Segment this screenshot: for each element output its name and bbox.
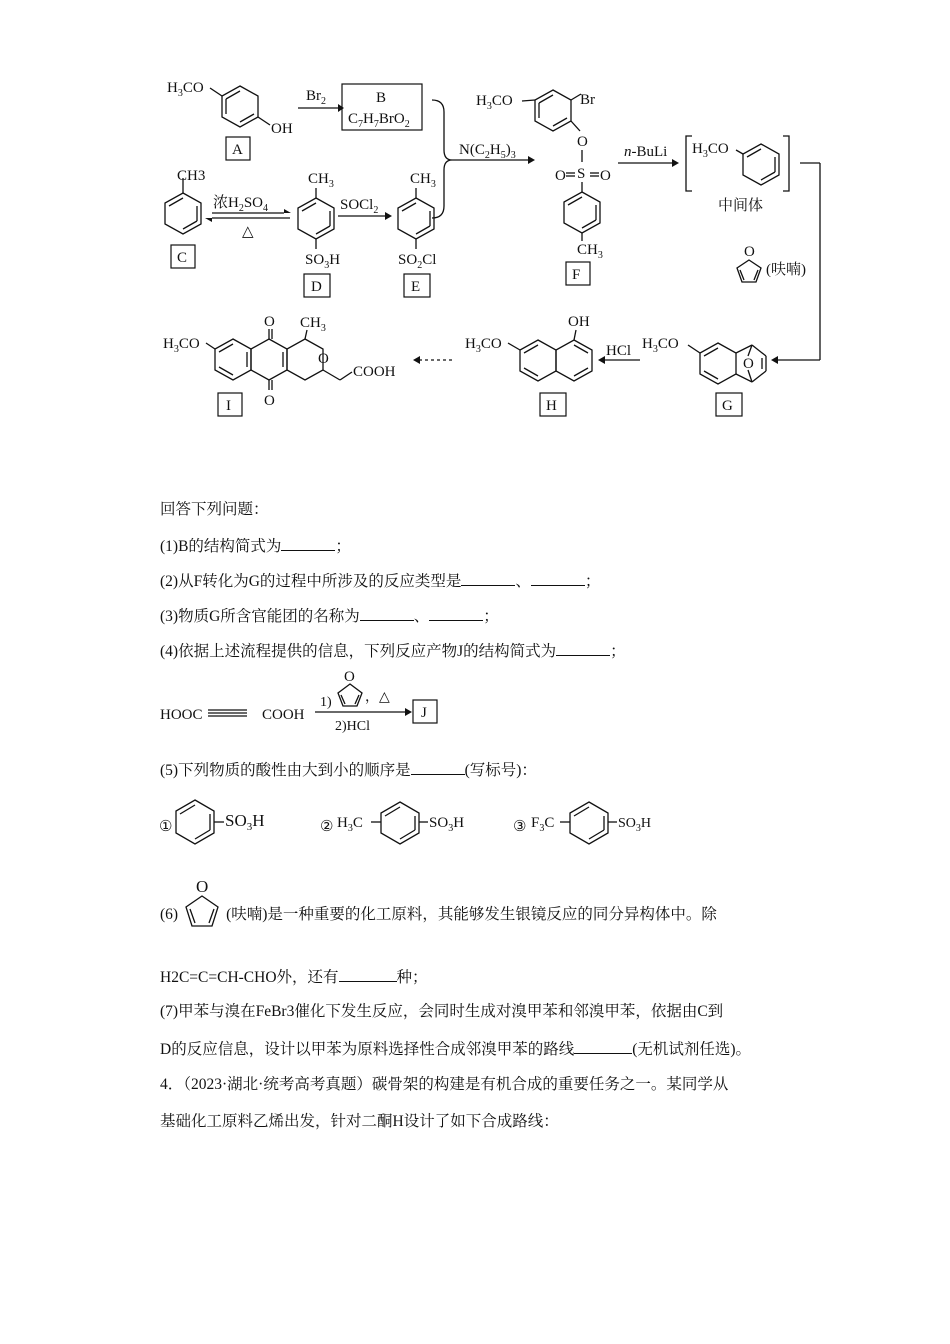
q5-option-3 [513,802,651,844]
F-methyl-label: $CH_3$ [577,242,603,261]
arrow-intermediate-to-G [737,163,820,364]
F-sulfonyl-oxygen-left: O [555,168,566,184]
question-6-line2-text: H2C=C=CH-CHO外，还有 [160,969,339,986]
question-1-text: (1)B的结构简式为 [160,538,282,555]
answer-blank-2a[interactable] [461,571,515,586]
I-benzene-ring [215,339,251,380]
F-tolyl-ring [564,192,600,233]
F-methoxy-label: $H_3CO$ [476,93,513,112]
answer-blank-3a[interactable] [360,606,414,621]
heat-symbol: △ [242,224,254,240]
question-1 [160,536,351,557]
answer-blank-4[interactable] [556,641,610,656]
furan-reagent-icon [737,244,761,282]
compound-F [476,90,611,285]
reagent-br2: $Br_2$ [306,88,326,107]
q5-opt2-num: ② [320,819,334,835]
H-methoxy-label: $H_3CO$ [465,336,502,355]
C-benzene-ring [165,193,201,234]
svg-text:H3C: $H_3C$ [337,815,363,834]
question-2: (2)从F转化为G的过程中所涉及的反应类型是 、 ； [160,573,601,590]
F-bromo-label: Br [580,92,595,108]
compound-B [342,84,422,130]
E-benzene-ring [398,198,434,239]
q5-option-2 [320,802,464,844]
compound-E [398,171,436,297]
G-label: G [722,398,733,414]
F-ester-oxygen: O [577,134,588,150]
q5-opt3-num: ③ [513,819,527,835]
reagent-net3: $N(C_2H_5)_3$ [459,142,516,161]
question-6 [160,905,717,925]
svg-text:SO3H: $SO_3H$ [618,816,652,834]
question-5 [160,760,537,781]
benzyne-intermediate [686,136,789,214]
question-6-num: (6) [160,906,179,923]
A-methoxy-label: $H_3CO$ [167,80,204,99]
problem-4-line1: 4．（2023·湖北·统考高考真题）碳骨架的构建是有机合成的重要任务之一。某同学从 [160,1076,729,1093]
E-methyl-label: $CH_3$ [410,171,436,190]
F-label: F [572,267,581,283]
benzyne-ring [743,144,779,185]
furan-oxygen: O [744,244,755,260]
q4-cond1: 1) [320,695,332,710]
answer-blank-2b[interactable] [531,571,585,586]
D-benzene-ring [298,198,334,239]
question-5-options [155,788,685,848]
q5-option-1 [159,800,265,844]
A-benzene-ring [222,86,258,127]
question-7-line1: (7)甲苯与溴在FeBr3催化下发生反应，会同时生成对溴甲苯和邻溴甲苯，依据由C到 [160,1003,724,1020]
reagent-nbuli: n-BuLi [624,144,668,160]
B-label: B [376,90,387,106]
question-intro: 回答下列问题： [160,501,269,518]
C-methyl-label: CH3 [177,168,206,184]
H-ring-right [556,340,592,381]
svg-text:F3C: $F_3C$ [531,815,555,834]
D-label: D [311,279,322,295]
I-methyl-label: $CH_3$ [300,315,326,334]
q6-furan-icon [180,872,228,932]
compound-D [298,171,340,297]
G-bridge-oxygen: O [743,356,754,372]
F-sulfur: S [577,166,586,182]
A-label: A [232,142,243,158]
question-7-line2 [160,1039,751,1060]
q4-cooh: COOH [262,707,305,723]
q4-hooc: HOOC [160,707,203,723]
q4-furan-icon [338,669,362,706]
question-1-end: ； [335,538,351,555]
q4-cond2: 2)HCl [335,719,370,734]
answer-blank-3b[interactable] [429,606,483,621]
I-carbonyl-bottom: O [264,393,275,409]
intermediate-label: 中间体 [718,198,764,214]
answer-blank-7[interactable] [574,1039,632,1054]
svg-text:O: O [196,877,209,896]
answer-blank-5[interactable] [411,760,465,775]
I-ring-oxygen: O [318,351,329,367]
I-methoxy-label: $H_3CO$ [163,336,200,355]
G-methoxy-label: $H_3CO$ [642,336,679,355]
right-bracket [783,136,789,191]
I-carbonyl-top: O [264,314,275,330]
question-4: (4)依据上述流程提供的信息，下列反应产物J的结构简式为 ； [160,643,626,660]
H-hydroxyl-label: OH [568,314,590,330]
question-4-reaction [155,668,455,736]
question-4-text: (4)依据上述流程提供的信息，下列反应产物J的结构简式为 [160,643,557,660]
compound-A [167,80,293,160]
answer-blank-6[interactable] [339,967,397,982]
question-6-line2-end: 种； [396,969,428,986]
F-anisole-ring [535,90,571,131]
q4-product-label: J [421,705,427,721]
I-label: I [226,398,231,414]
answer-blank-1[interactable] [281,536,335,551]
question-6-line2 [160,967,428,988]
I-quinone-ring [251,339,287,380]
F-sulfonyl-oxygen-right: O [600,168,611,184]
reagent-hcl: HCl [606,343,632,359]
question-7-line2-end: (无机试剂任选)。 [632,1041,752,1058]
compound-G [642,336,766,416]
arrow-F-to-intermediate [618,144,679,167]
reagent-socl2: SOCl$_2$ [340,197,379,216]
arrow-G-to-H [598,343,640,364]
arrow-H-to-I [413,356,452,364]
svg-text:SO3H: $SO_3H$ [429,815,465,834]
question-2-text: (2)从F转化为G的过程中所涉及的反应类型是 [160,573,462,590]
question-7-line2-text: D的反应信息，设计以甲苯为原料选择性合成邻溴甲苯的路线 [160,1041,575,1058]
H-label: H [546,398,557,414]
C-label: C [177,250,188,266]
compound-H [465,314,592,416]
arrow-D-to-E [338,197,392,220]
A-hydroxyl-label: OH [271,121,293,137]
arrow-C-to-D [205,194,291,240]
compound-I [163,314,396,416]
arrow-A-to-B [298,88,344,112]
svg-text:O: O [344,669,355,685]
synthesis-scheme [0,0,950,440]
question-3-text: (3)物质G所含官能团的名称为 [160,608,360,625]
intermediate-methoxy-label: $H_3CO$ [692,141,729,160]
question-5-text: (5)下列物质的酸性由大到小的顺序是 [160,762,411,779]
arrow-to-F [452,142,535,164]
E-sulfonyl-chloride-label: $SO_2Cl$ [398,252,437,271]
brace-B-E [432,100,452,218]
question-5-end: (写标号)： [464,762,537,779]
q5-opt1-num: ① [159,819,173,835]
D-methyl-label: $CH_3$ [308,171,334,190]
problem-4-line2: 基础化工原料乙烯出发，针对二酮H设计了如下合成路线： [160,1113,559,1130]
svg-text:SO3H: $SO_3H$ [225,811,265,833]
E-label: E [411,279,421,295]
compound-C [165,168,205,268]
B-formula: $C_7H_7BrO_2$ [348,111,410,130]
G-benzene-ring [700,343,736,384]
question-3: (3)物质G所含官能团的名称为 、 ； [160,608,499,625]
reagent-h2so4: 浓$H_2SO_4$ [213,195,269,214]
furan-name: (呋喃) [766,262,806,278]
I-carboxyl-label: COOH [353,364,396,380]
q4-cond1b: ，△ [365,690,390,705]
H-ring-left [520,340,556,381]
D-sulfonic-label: $SO_3H$ [305,252,341,271]
question-6-text: (呋喃)是一种重要的化工原料，其能够发生银镜反应的同分异构体中。除 [226,906,717,923]
